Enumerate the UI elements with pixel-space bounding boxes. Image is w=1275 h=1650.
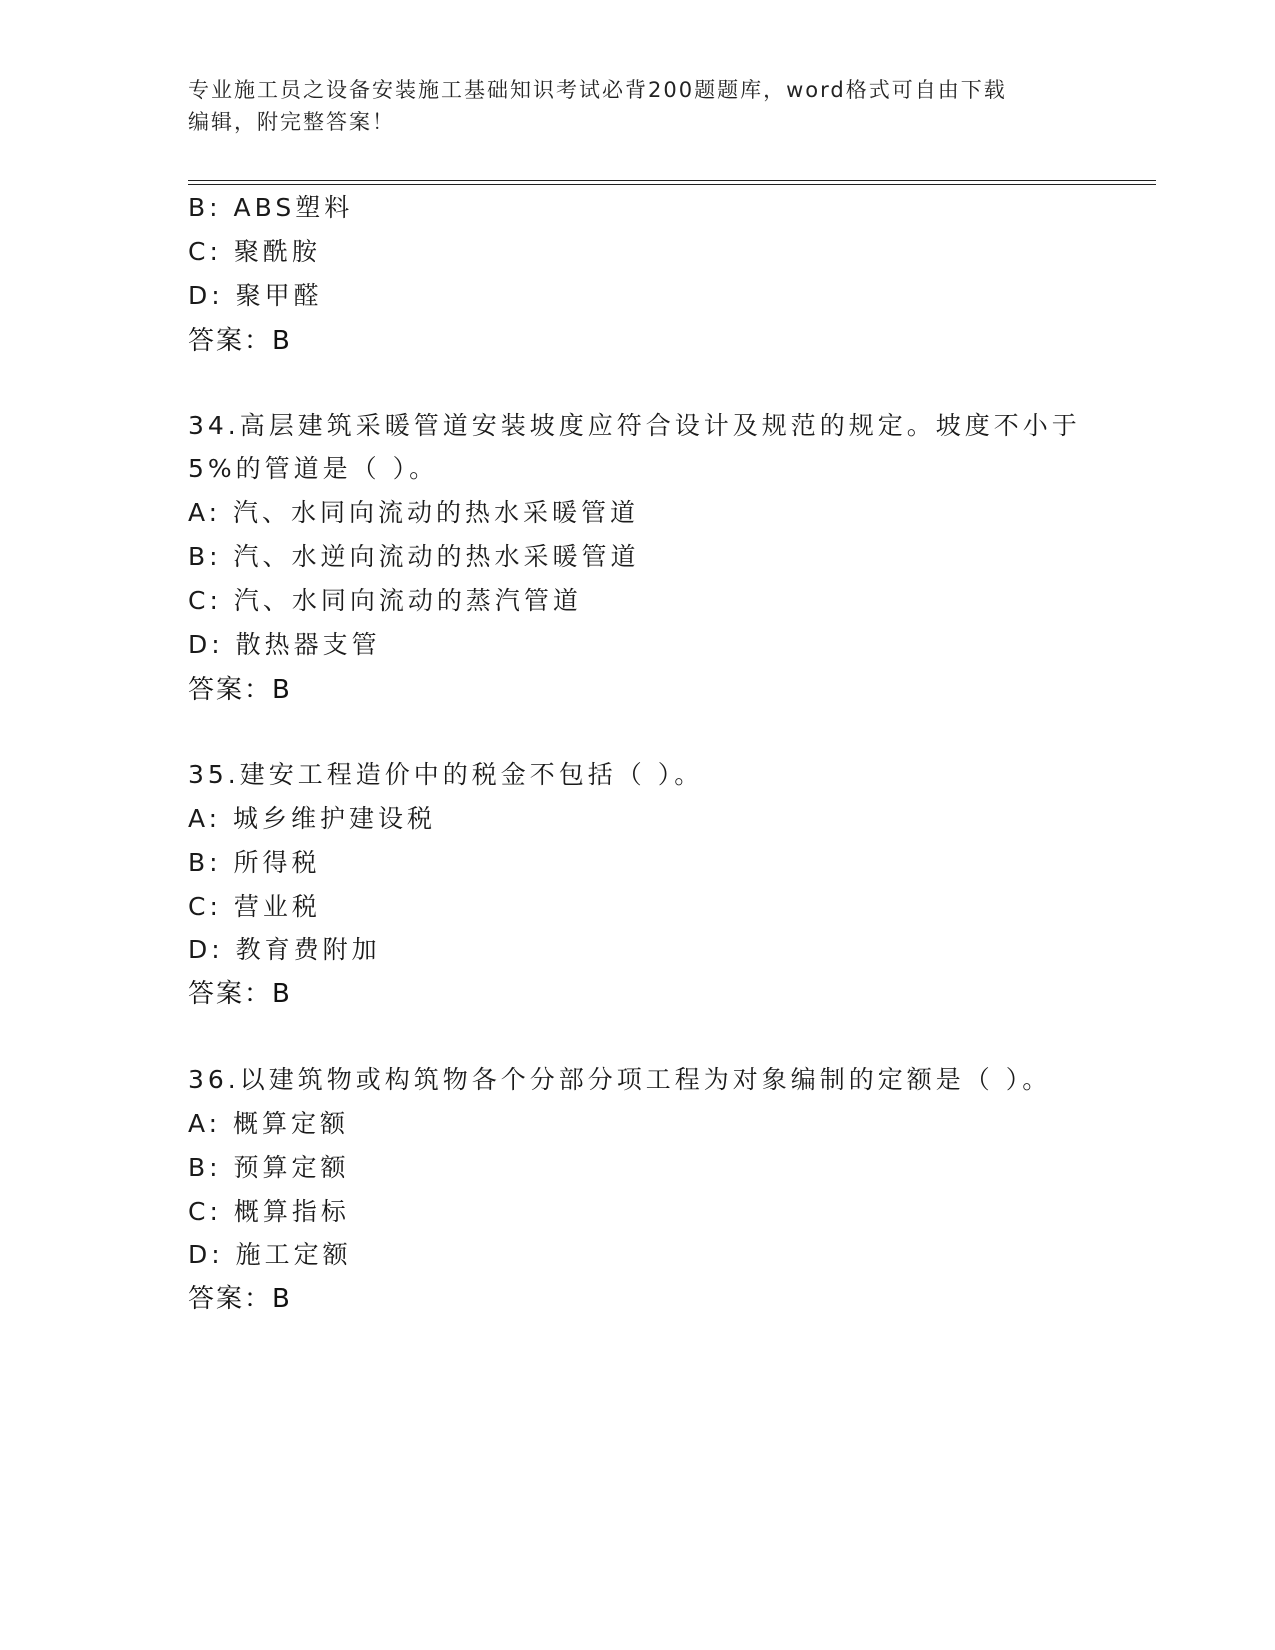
q34-option-a: A: 汽、水同向流动的热水采暖管道 [188,498,640,527]
q34-stem-line-2: 5%的管道是（ ）。 [188,454,439,483]
document-header [188,74,1088,138]
q36-stem: 36.以建筑物或构筑物各个分部分项工程为对象编制的定额是（ ）。 [188,1065,1052,1094]
q33-answer: 答案：B [188,326,292,356]
q35-option-a: A: 城乡维护建设税 [188,804,437,833]
q35-option-b: B: 所得税 [188,848,321,877]
q35-stem: 35.建安工程造价中的税金不包括（ ）。 [188,760,704,789]
q33-option-d: D: 聚甲醛 [188,281,323,310]
q34-stem-line-1: 34.高层建筑采暖管道安装坡度应符合设计及规范的规定。坡度不小于 [188,411,1081,440]
q36-option-d: D: 施工定额 [188,1240,352,1269]
q33-option-c: C: 聚酰胺 [188,237,321,266]
header-divider-bottom [188,184,1156,185]
q34-option-b: B: 汽、水逆向流动的热水采暖管道 [188,542,640,571]
q35-option-d: D: 教育费附加 [188,935,381,964]
q34-answer: 答案：B [188,675,292,705]
q36-option-a: A: 概算定额 [188,1109,350,1138]
q36-option-b: B: 预算定额 [188,1153,350,1182]
header-divider-top [188,180,1156,181]
q35-answer: 答案：B [188,979,292,1009]
q35-option-c: C: 营业税 [188,892,321,921]
header-title-line-2: 编辑，附完整答案！ [188,110,395,134]
q33-option-b: B: ABS塑料 [188,193,354,222]
q36-answer: 答案：B [188,1284,292,1314]
header-title-line-1: 专业施工员之设备安装施工基础知识考试必背200题题库，word格式可自由下载 [188,78,1007,102]
q36-option-c: C: 概算指标 [188,1197,350,1226]
q34-option-c: C: 汽、水同向流动的蒸汽管道 [188,586,582,615]
q34-option-d: D: 散热器支管 [188,630,381,659]
